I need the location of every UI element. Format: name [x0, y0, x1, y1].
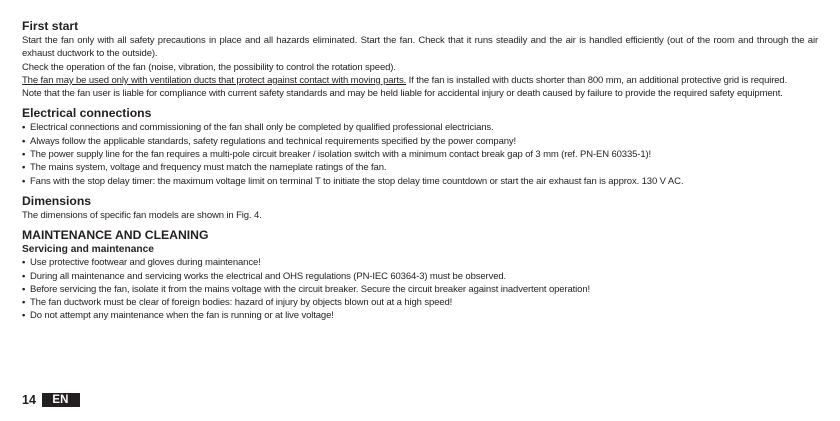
- list-item: [22, 121, 818, 134]
- bullet-icon: •: [22, 122, 26, 134]
- list-item-text: The power supply line for the fan requires a multi-pole circuit breaker / isolation switch with a minimum contact break gap of 3 mm (ref. PN-EN 60335-1)!: [30, 149, 652, 161]
- first-start-para-2: Check the operation of the fan (noise, vibration, the possibility to control the rotation speed).: [22, 61, 396, 73]
- language-badge: EN: [42, 393, 80, 407]
- list-item: [22, 309, 818, 322]
- list-item: [22, 175, 818, 188]
- list-item-text: Electrical connections and commissioning of the fan shall only be completed by qualified professional electricians.: [30, 122, 494, 134]
- list-item: [22, 296, 818, 309]
- page-content: [22, 18, 818, 323]
- first-start-para-1: Start the fan only with all safety precautions in place and all hazards eliminated. Start the fan. Check that it runs steadily and the air is handled efficiently (out of the room and through the air exhaust ductwork to the outside).: [22, 35, 818, 60]
- first-start-para-4: Note that the fan user is liable for compliance with current safety standards and may be held liable for accidental injury or death caused by failure to provide the required safety equipment.: [22, 88, 783, 100]
- page-number: 14: [22, 393, 36, 407]
- list-item-text: Before servicing the fan, isolate it from the mains voltage with the circuit breaker. Secure the circuit breaker against inadvertent operation!: [30, 283, 590, 295]
- list-item: [22, 148, 818, 161]
- first-start-heading: First start: [22, 19, 79, 33]
- dimensions-text: The dimensions of specific fan models are shown in Fig. 4.: [22, 209, 262, 221]
- list-item: [22, 270, 818, 283]
- list-item-text: The mains system, voltage and frequency must match the nameplate ratings of the fan.: [30, 162, 387, 174]
- maintenance-heading: MAINTENANCE AND CLEANING: [22, 228, 209, 243]
- bullet-icon: •: [22, 297, 26, 309]
- servicing-subheading: Servicing and maintenance: [22, 244, 154, 256]
- page-footer: [22, 392, 80, 408]
- bullet-icon: •: [22, 162, 26, 174]
- bullet-icon: •: [22, 135, 26, 147]
- bullet-icon: •: [22, 283, 26, 295]
- first-start-para-3: [22, 74, 818, 87]
- electrical-heading: Electrical connections: [22, 106, 152, 121]
- list-item: [22, 256, 818, 269]
- list-item: [22, 283, 818, 296]
- list-item-text: Do not attempt any maintenance when the fan is running or at live voltage!: [30, 310, 334, 322]
- list-item-text: Always follow the applicable standards, safety regulations and technical requirements specified by the power company!: [30, 135, 517, 147]
- list-item-text: Use protective footwear and gloves during maintenance!: [30, 257, 261, 269]
- electrical-section: [22, 105, 818, 187]
- maintenance-list: [22, 256, 818, 322]
- maintenance-section: [22, 227, 818, 322]
- bullet-icon: •: [22, 257, 26, 269]
- list-item-text: The fan ductwork must be clear of foreign bodies: hazard of injury by objects blown out at a high speed!: [30, 297, 453, 309]
- duct-warning-underlined: The fan may be used only with ventilation ducts that protect against contact with moving parts.: [22, 74, 407, 86]
- list-item: [22, 135, 818, 148]
- dimensions-heading: Dimensions: [22, 193, 92, 208]
- bullet-icon: •: [22, 149, 26, 161]
- bullet-icon: •: [22, 310, 26, 322]
- electrical-list: [22, 121, 818, 187]
- duct-warning-rest: If the fan is installed with ducts shorter than 800 mm, an additional protective grid is required.: [406, 74, 788, 86]
- bullet-icon: •: [22, 270, 26, 282]
- list-item-text: During all maintenance and servicing works the electrical and OHS regulations (PN-IEC 60364-3) must be observed.: [30, 270, 507, 282]
- bullet-icon: •: [22, 175, 26, 187]
- list-item-text: Fans with the stop delay timer: the maximum voltage limit on terminal T to initiate the stop delay time countdown or start the air exhaust fan is approx. 130 V AC.: [30, 175, 684, 187]
- dimensions-section: [22, 193, 818, 222]
- first-start-section: [22, 18, 818, 100]
- list-item: [22, 161, 818, 174]
